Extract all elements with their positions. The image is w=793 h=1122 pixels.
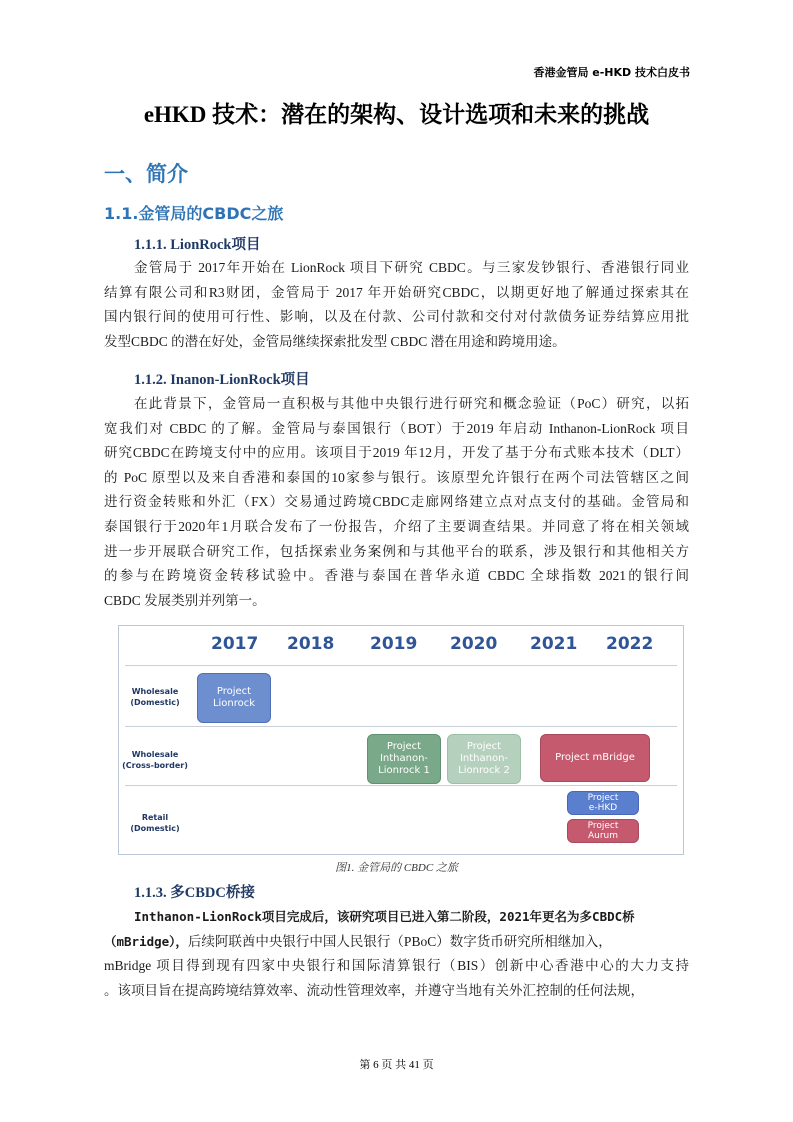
paragraph-line-bold: Inthanon-LionRock项目完成后，该研究项目已进入第二阶段，2021年更名为多CBDC桥 (134, 909, 635, 924)
paragraph-line: CBDC 发展类别并列第一。 (104, 592, 266, 608)
paragraph-lionrock (104, 256, 689, 354)
divider (125, 726, 677, 727)
paragraph-line: 宽我们对 CBDC 的了解。金管局与泰国银行（BOT）于2019 年启动 Inthanon-LionRock 项目 (104, 420, 689, 436)
section-heading-intro: 一、简介 (104, 162, 188, 186)
figure-caption: 图1. 金管局的 CBDC 之旅 (335, 862, 458, 874)
paragraph-line: 的参与在跨境资金转移试验中。香港与泰国在普华永道 CBDC 全球指数 2021的银行间 (104, 568, 689, 584)
document-header: 香港金管局 e-HKD 技术白皮书 (533, 66, 690, 79)
row-label-wholesale-cross-border: Wholesale (Cross-border) (122, 750, 188, 770)
year-label: 2022 (606, 634, 654, 654)
paragraph-line: 研究CBDC在跨境支付中的应用。该项目于2019 年12月，开发了基于分布式账本技术（DLT） (104, 445, 689, 461)
cbdc-timeline-figure (118, 625, 684, 855)
year-label: 2020 (450, 634, 498, 654)
row-label-retail-domestic: Retail (Domestic) (130, 813, 180, 833)
paragraph-line: 结算有限公司和R3财团，金管局于 2017 年开始研究CBDC，以期更好地了解通过探索其在 (104, 284, 689, 300)
paragraph-line: 进一步开展联合研究工作，包括探索业务案例和与其他平台的联系，涉及银行和其他相关方 (104, 543, 689, 559)
paragraph-line: 在此背景下，金管局一直积极与其他中央银行进行研究和概念验证（PoC）研究，以拓 (134, 396, 689, 411)
project-inthanon-lionrock-2-box: Project Inthanon- Lionrock 2 (447, 734, 521, 784)
paragraph-line: 国内银行间的使用可行性、影响，以及在付款、公司付款和交付对付款债务证券结算应用批 (104, 309, 689, 325)
year-label: 2017 (211, 634, 259, 654)
row-label-wholesale-domestic: Wholesale (Domestic) (130, 687, 180, 707)
section-heading-cbdc-journey: 1.1.金管局的CBDC之旅 (104, 204, 284, 223)
project-inthanon-lionrock-1-box: Project Inthanon- Lionrock 1 (367, 734, 441, 784)
project-mbridge-box: Project mBridge (540, 734, 650, 782)
paragraph-inthanon (104, 392, 689, 613)
project-lionrock-box: Project Lionrock (197, 673, 271, 723)
document-title: eHKD 技术：潜在的架构、设计选项和未来的挑战 (143, 102, 650, 127)
paragraph-mbridge (104, 905, 689, 1003)
paragraph-line: （mBridge），后续阿联酋中央银行中国人民银行（PBoC）数字货币研究所相继加入， (104, 933, 612, 949)
paragraph-line: 。该项目旨在提高跨境结算效率、流动性管理效率，并遵守当地有关外汇控制的任何法规， (104, 982, 644, 998)
paragraph-line: 泰国银行于2020年1月联合发布了一份报告，介绍了主要调查结果。并同意了将在相关领域 (104, 518, 689, 534)
year-label: 2019 (370, 634, 418, 654)
section-heading-lionrock: 1.1.1. LionRock项目 (134, 237, 261, 253)
paragraph-line: 金管局于 2017年开始在 LionRock 项目下研究 CBDC。与三家发钞银行、香港银行同业 (134, 260, 689, 275)
divider (125, 665, 677, 666)
divider (125, 785, 677, 786)
page-number: 第 6 页 共 41 页 (359, 1059, 434, 1071)
paragraph-line: mBridge 项目得到现有四家中央银行和国际清算银行（BIS）创新中心香港中心的大力支持 (104, 958, 689, 974)
section-heading-mbridge: 1.1.3. 多CBDC桥接 (134, 885, 255, 901)
project-ehkd-box: Project e-HKD (567, 791, 639, 815)
project-aurum-box: Project Aurum (567, 819, 639, 843)
paragraph-line: 进行资金转账和外汇（FX）交易通过跨境CBDC走廊网络建立点对点支付的基础。金管局和 (104, 494, 689, 510)
paragraph-line: 的 PoC 原型以及来自香港和泰国的10家参与银行。该原型允许银行在两个司法管辖区之间 (104, 469, 689, 485)
section-heading-inthanon: 1.1.2. Inanon-LionRock项目 (134, 372, 310, 388)
year-label: 2018 (287, 634, 335, 654)
paragraph-line: 发型CBDC 的潜在好处，金管局继续探索批发型 CBDC 潜在用途和跨境用途。 (104, 333, 566, 349)
year-label: 2021 (530, 634, 578, 654)
